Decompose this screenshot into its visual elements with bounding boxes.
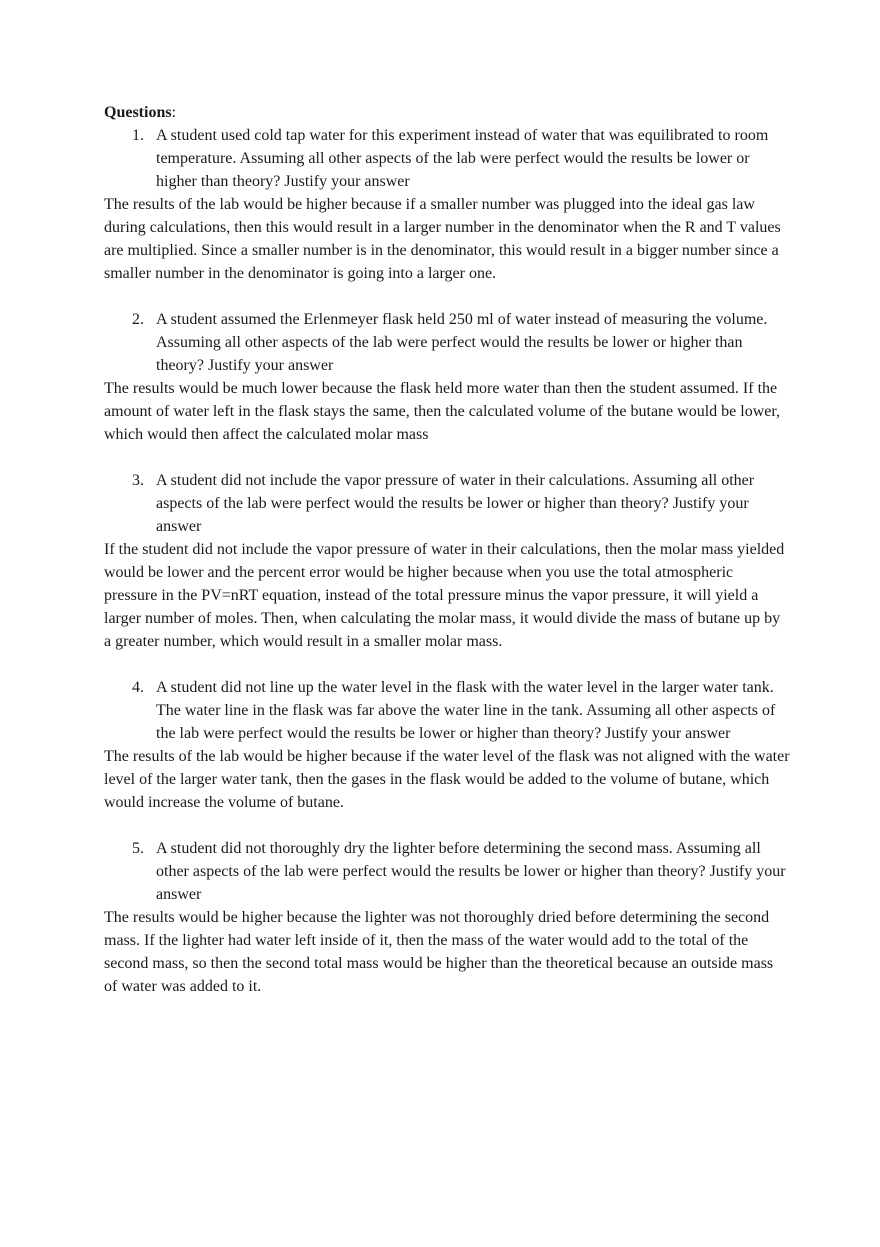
question-block-2 [104, 308, 790, 446]
question [104, 469, 790, 538]
question-number: 5. [132, 840, 144, 857]
question-number: 1. [132, 127, 144, 144]
question [104, 676, 790, 745]
question-block-4 [104, 676, 790, 814]
question-number: 2. [132, 311, 144, 328]
answer-text: The results would be higher because the lighter was not thoroughly dried before determining the second mass. If the lighter had water left inside of it, then the mass of the water would add to the total of the second mass, so then the second total mass would be higher than the theoretical because an outside mass of water was added to it. [104, 909, 774, 995]
question-number: 4. [132, 679, 144, 696]
answer-text: The results of the lab would be higher because if the water level of the flask was not aligned with the water level of the larger water tank, then the gases in the flask would be added to the volume of butane, which would increase the volume of butane. [104, 748, 790, 811]
question-text: A student assumed the Erlenmeyer flask held 250 ml of water instead of measuring the volume. Assuming all other aspects of the lab were perfect would the results be lower or higher than theory? Justify your answer [156, 311, 768, 374]
question-text: A student did not line up the water level in the flask with the water level in the larger water tank. The water line in the flask was far above the water line in the tank. Assuming all other aspects of the lab were perfect would the results be lower or higher than theory? Justify your answer [156, 679, 776, 742]
heading-colon: : [171, 104, 177, 121]
question-block-1 [104, 124, 790, 285]
answer-text: If the student did not include the vapor pressure of water in their calculations, then the molar mass yielded would be lower and the percent error would be higher because when you use the total atmospheric pressure in the PV=nRT equation, instead of the total pressure minus the vapor pressure, it will yield a larger number of moles. Then, when calculating the molar mass, it would divide the mass of butane up by a greater number, which would result in a smaller molar mass. [104, 541, 785, 650]
question-block-3 [104, 469, 790, 653]
document-page [104, 101, 790, 998]
question-text: A student did not include the vapor pressure of water in their calculations. Assuming all other aspects of the lab were perfect would the results be lower or higher than theory? Justify your answer [156, 472, 755, 535]
heading-label: Questions [104, 104, 172, 121]
question-text: A student used cold tap water for this experiment instead of water that was equilibrated to room temperature. Assuming all other aspects of the lab were perfect would the results be lower or higher than theory? Justify your answer [156, 127, 769, 190]
answer-text: The results of the lab would be higher because if a smaller number was plugged into the ideal gas law during calculations, then this would result in a larger number in the denominator when the R and T values are multiplied. Since a smaller number is in the denominator, this would result in a bigger number since a smaller number in the denominator is going into a larger one. [104, 196, 781, 282]
question-block-5 [104, 837, 790, 998]
section-heading [104, 101, 790, 124]
question [104, 837, 790, 906]
question-text: A student did not thoroughly dry the lighter before determining the second mass. Assuming all other aspects of the lab were perfect would the results be lower or higher than theory? Justify your answer [156, 840, 786, 903]
answer-text: The results would be much lower because the flask held more water than then the student assumed. If the amount of water left in the flask stays the same, then the calculated volume of the butane would be lower, which would then affect the calculated molar mass [104, 380, 781, 443]
question [104, 308, 790, 377]
question [104, 124, 790, 193]
question-number: 3. [132, 472, 144, 489]
